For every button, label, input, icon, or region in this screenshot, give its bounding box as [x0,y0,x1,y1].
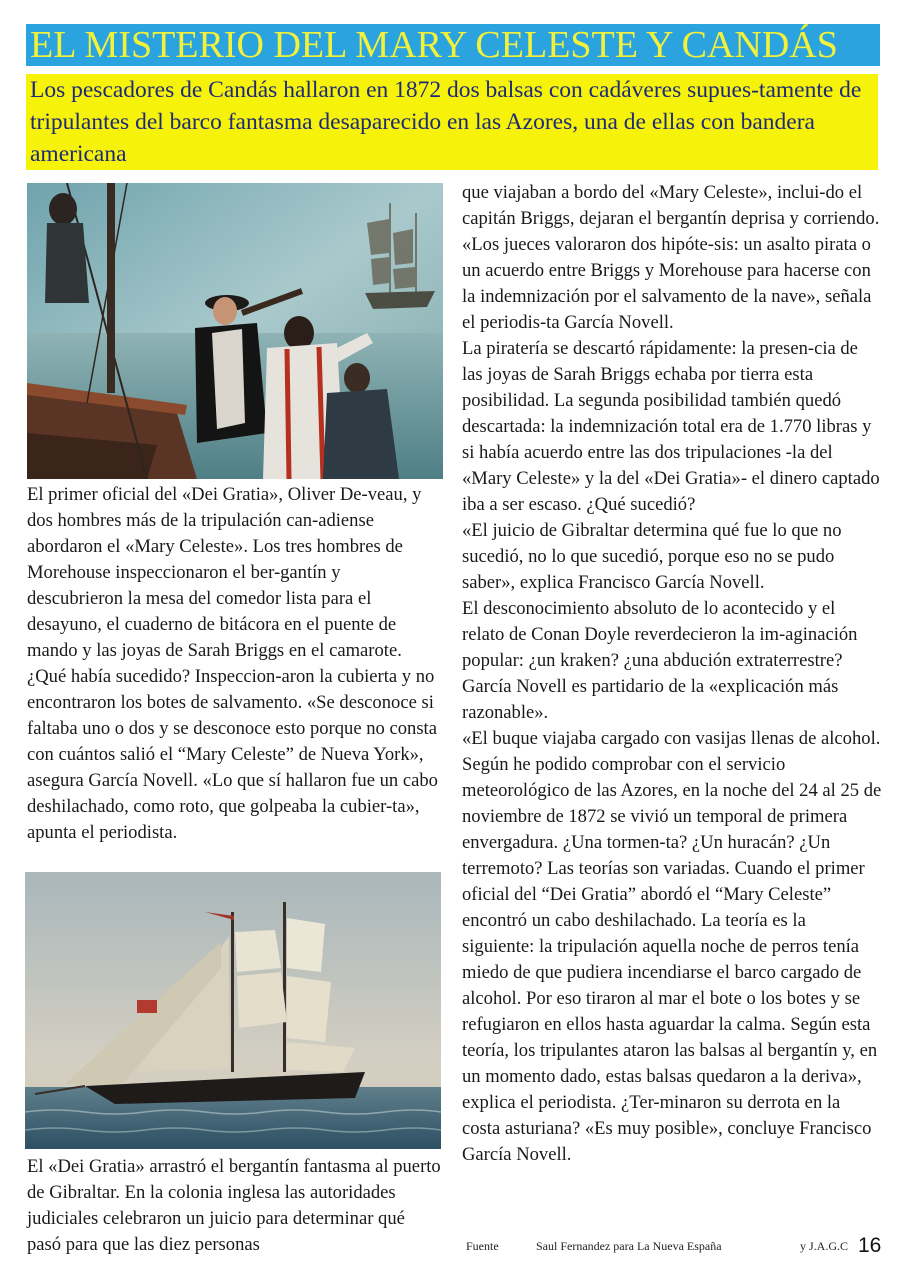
right-column [462,180,882,1168]
article-subtitle: Los pescadores de Candás hallaron en 1872 dos balsas con cadáveres supues-tamente de tripulantes del barco fantasma desaparecido en las Azores, una de ellas con bandera americana [26,74,878,170]
illustration-mary-celeste-painting [25,872,441,1149]
left-column-paragraph-2 [27,1154,441,1258]
paragraph: El desconocimiento absoluto de lo acontecido y el relato de Conan Doyle reverdecieron la im-aginación popular: ¿un kraken? ¿una abdución extraterrestre? García Novell es partidario de la «explicación más razonable». [462,598,858,723]
paragraph: El primer oficial del «Dei Gratia», Oliver De-veau, y dos hombres más de la tripulación can-adiense abordaron el «Mary Celeste». Los tres hombres de Morehouse inspeccionaron el ber-gantín y descubrieron la mesa del comedor lista para el desayuno, el cuaderno de bitácora en el puente de mando y las joyas de Sarah Briggs en el camarote. ¿Qué había sucedido? Inspeccion-aron la cubierta y no encontraron los botes de salvamento. «Se desconoce si faltaba uno o dos y se desconoce esto porque no consta con cuántos salió el “Mary Celeste” de Nueva York», asegura García Novell. «Lo que sí hallaron fue un cabo deshilachado, como roto, que golpeaba la cubier-ta», apunta el periodista. [27,484,438,843]
paragraph: «El buque viajaba cargado con vasijas llenas de alcohol. Según he podido comprobar con el servicio meteorológico de las Azores, en la noche del 24 al 25 de noviembre de 1872 se vivió un temporal de primera envergadura. ¿Una tormen-ta? ¿Un huracán? ¿Un terremoto? Las teorías son variadas. Cuando el primer oficial del “Dei Gratia” abordó el “Mary Celeste” encontró un cabo deshilachado. La teoría es la siguiente: la tripulación aquella noche de perros tenía miedo de que pudiera incendiarse el barco cargado de alcohol. Por eso tiraron al mar el bote o los botes y se refugiaron en ellos hasta aguardar la calma. Según esta teoría, los tripulantes ataron las balsas al bergantín y, en un momento dado, estas balsas quedaron a la deriva», explica el periodista. ¿Ter-minaron su derrota en la costa asturiana? «Es muy posible», concluye Francisco García Novell. [462,728,882,1165]
paragraph: El «Dei Gratia» arrastró el bergantín fantasma al puerto de Gibraltar. En la colonia inglesa las autoridades judiciales celebraron un juicio para determinar qué pasó para que las diez personas [27,1156,441,1255]
footer-credits [466,1233,886,1263]
source-text: Saul Fernandez para La Nueva España [536,1239,722,1253]
article-title: EL MISTERIO DEL MARY CELESTE Y CANDÁS [26,24,880,66]
page-number: 16 [858,1234,882,1257]
paragraph: que viajaban a bordo del «Mary Celeste», inclui-do el capitán Briggs, dejaran el bergantín deprisa y corriendo. «Los jueces valoraron dos hipóte-sis: un asalto pirata o un acuerdo entre Briggs y Morehouse para hacerse con la indemnización por el salvamento de la nave», señala el periodis-ta García Novell. [462,182,880,333]
paragraph: «El juicio de Gibraltar determina qué fue lo que no sucedió, no lo que sucedió, porque eso no se pudo saber», explica Francisco García Novell. [462,520,842,593]
source-label: Fuente [466,1239,499,1253]
paragraph: La piratería se descartó rápidamente: la presen-cia de las joyas de Sarah Briggs echaba por tierra esta posibilidad. La segunda posibilidad también quedó descartada: la indemnización total era de 1.770 libras y si había acuerdo entre las dos tripulaciones -la del «Mary Celeste» y la del «Dei Gratia»- el dinero captado iba a ser escaso. ¿Qué sucedió? [462,338,880,515]
left-column-paragraph-1 [27,482,441,846]
illustration-sailors-spotting-ship [27,183,443,479]
author-credit: y J.A.G.C [800,1239,849,1253]
